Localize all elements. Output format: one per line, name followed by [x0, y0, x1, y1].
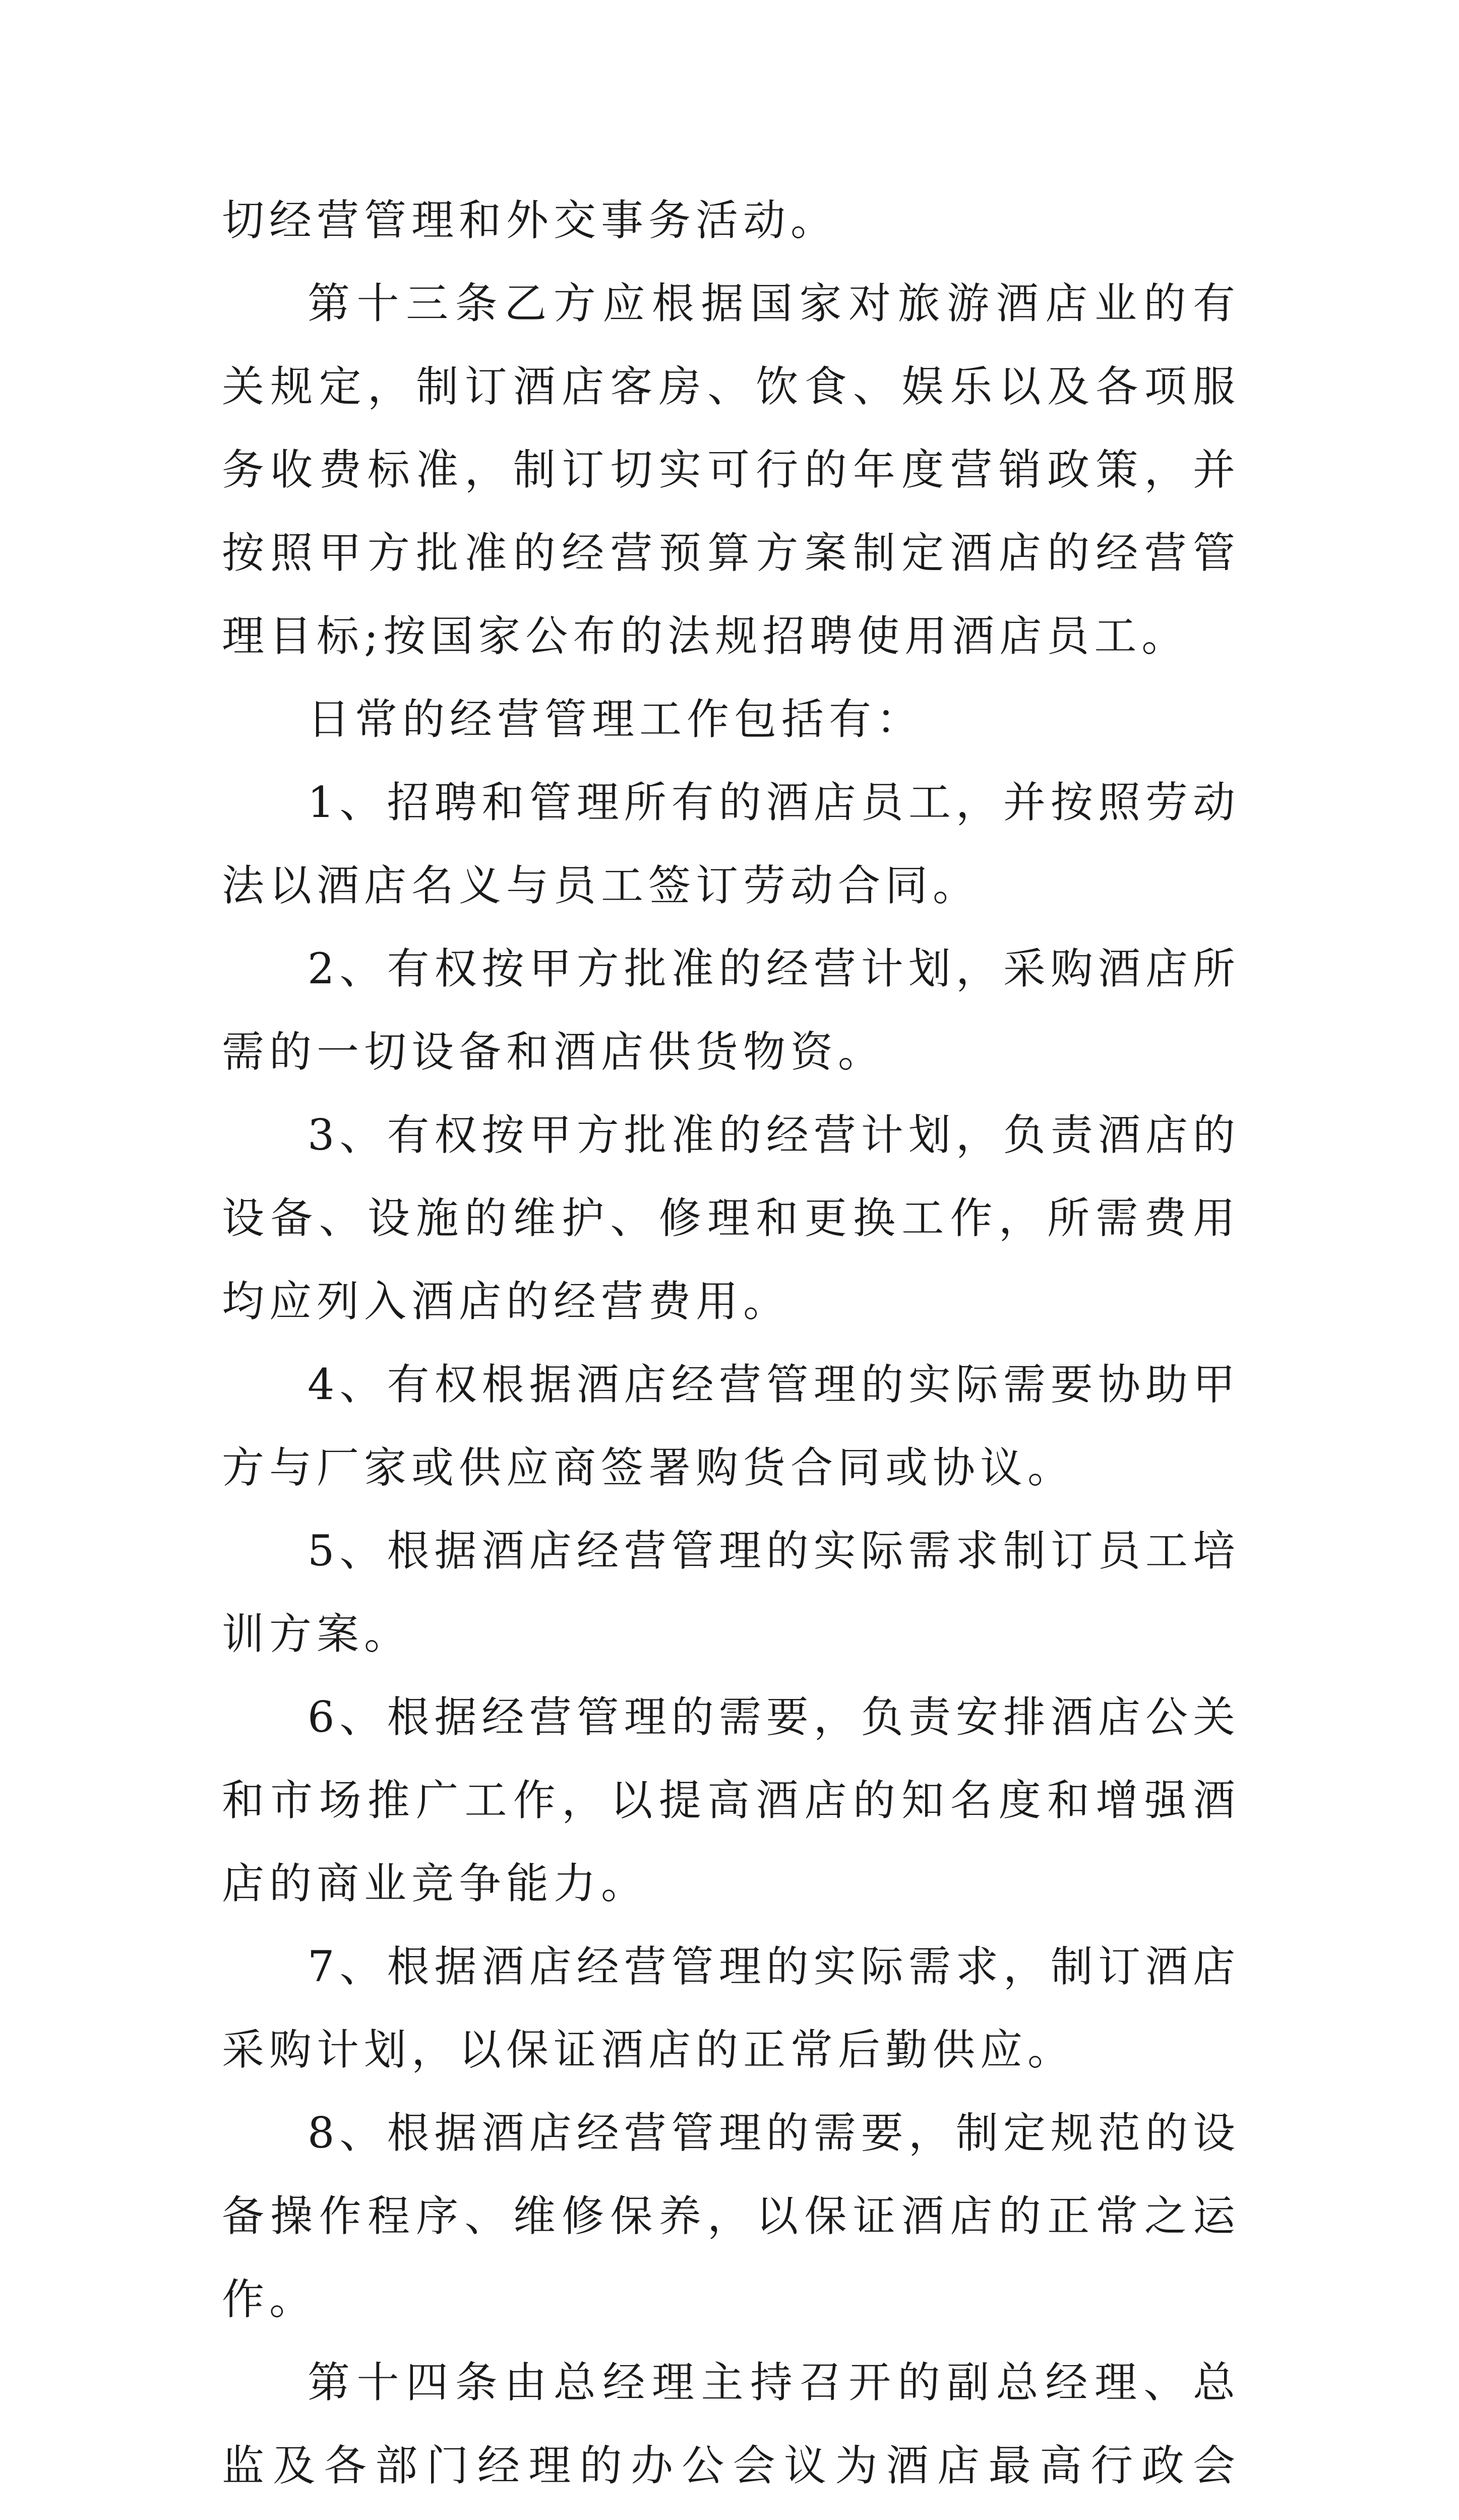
document-body — [222, 179, 1240, 2520]
paragraph-item-5: 5、根据酒店经营管理的实际需求制订员工培训方案。 — [222, 1526, 1240, 1659]
paragraph-item-8: 8、根据酒店经营管理的需要，制定规范的设备操作程序、维修保养，以保证酒店的正常之运作。 — [222, 2108, 1240, 2324]
paragraph-item-7: 7、根据酒店经营管理的实际需求，制订酒店采购计划，以保证酒店的正常后勤供应。 — [222, 1942, 1240, 2074]
paragraph-item-3: 3、有权按甲方批准的经营计划，负责酒店的设备、设施的维护、修理和更换工作，所需费用均应列入酒店的经营费用。 — [222, 1110, 1240, 1326]
paragraph-item-1: 1、招聘和管理所有的酒店员工，并按照劳动法以酒店名义与员工签订劳动合同。 — [222, 778, 1240, 910]
paragraph-item-6: 6、根据经营管理的需要，负责安排酒店公关和市场推广工作，以提高酒店的知名度和增强酒店的商业竞争能力。 — [222, 1692, 1240, 1908]
paragraph-article-13: 第十三条乙方应根据国家对旅游酒店业的有关规定，制订酒店客房、饮食、娱乐以及各项服务收费标准，制订切实可行的年度营销政策，并按照甲方批准的经营预算方案制定酒店的经营管理目标;按国家公布的法规招聘使用酒店员工。 — [222, 279, 1240, 661]
paragraph-continuation: 切经营管理和外交事务活动。 — [222, 196, 838, 245]
paragraph-article-14: 第十四条由总经理主持召开的副总经理、总监及各部门经理的办公会议为酒店最高行政会 — [222, 2358, 1240, 2490]
paragraph-daily-management-intro: 日常的经营管理工作包括有： — [308, 695, 924, 744]
paragraph-item-4: 4、有权根据酒店经营管理的实际需要协助甲方与厂家或供应商签署购货合同或协议。 — [222, 1360, 1240, 1492]
paragraph-item-2: 2、有权按甲方批准的经营计划，采购酒店所需的一切设备和酒店供货物资。 — [222, 944, 1240, 1077]
